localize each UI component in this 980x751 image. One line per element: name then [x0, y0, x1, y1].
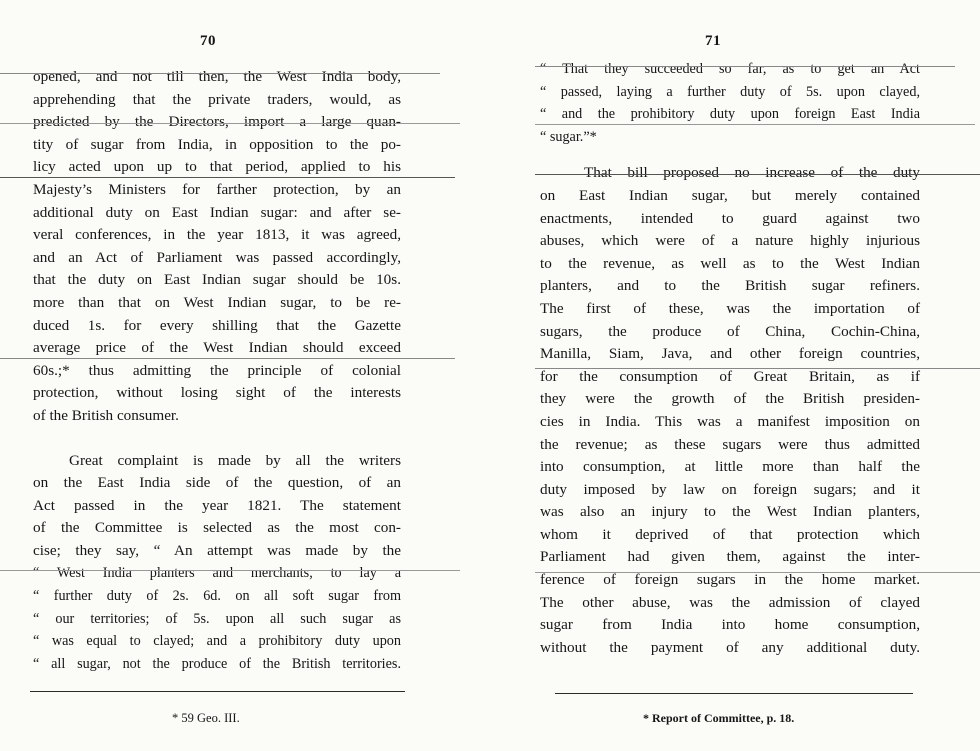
- text-line: veral conferences, in the year 1813, it was agreed,: [33, 226, 401, 244]
- text-line: Parliament had given them, against the inter-: [540, 548, 920, 566]
- text-line: ference of foreign sugars in the home market.: [540, 571, 920, 589]
- text-line: and an Act of Parliament was passed accordingly,: [33, 248, 401, 266]
- ruling-mark: [535, 174, 980, 175]
- footnote-rule: [555, 693, 913, 694]
- text-line: cise; they say, “ An attempt was made by the: [33, 541, 401, 559]
- ruling-mark: [535, 66, 955, 67]
- text-line: the revenue; as these sugars were thus admitted: [540, 435, 920, 453]
- text-line: protection, without losing sight of the interests: [33, 384, 401, 402]
- ruling-mark: [535, 124, 975, 125]
- page-number-right: 71: [705, 33, 721, 49]
- right-page-text: [540, 58, 920, 659]
- text-line: “ West India planters and merchants, to lay a: [33, 565, 401, 582]
- text-line: they were the growth of the British presiden-: [540, 390, 920, 408]
- text-line: Act passed in the year 1821. The statement: [33, 496, 401, 514]
- ruling-mark: [535, 368, 980, 369]
- text-line: duced 1s. for every shilling that the Gazette: [33, 316, 401, 334]
- text-line: more than that on West Indian sugar, to be re-: [33, 293, 401, 311]
- footnote-left: * 59 Geo. III.: [172, 711, 240, 725]
- text-line: of the British consumer.: [33, 406, 179, 424]
- text-line: 60s.;* thus admitting the principle of colonial: [33, 361, 401, 379]
- text-line: “ That they succeeded so far, as to get an Act: [540, 61, 920, 77]
- text-line: sugars, the produce of China, Cochin-China,: [540, 322, 920, 340]
- text-line: on the East India side of the question, of an: [33, 474, 401, 492]
- text-line: abuses, which were of a nature highly injurious: [540, 232, 920, 250]
- ruling-mark: [0, 358, 455, 359]
- text-line: tity of sugar from India, in opposition to the po-: [33, 135, 401, 153]
- left-page: [0, 0, 470, 751]
- footnote-rule: [30, 691, 405, 692]
- text-line: planters, and to the British sugar refiners.: [540, 277, 920, 295]
- text-line: “ all sugar, not the produce of the British territories.: [33, 655, 401, 672]
- text-line: cies in India. This was a manifest imposition on: [540, 412, 920, 430]
- text-line: opened, and not till then, the West India body,: [33, 68, 401, 85]
- text-line: without the payment of any additional duty.: [540, 638, 920, 656]
- ruling-mark: [0, 123, 460, 124]
- text-line: “ was equal to clayed; and a prohibitory duty upon: [33, 633, 401, 650]
- text-line: The first of these, was the importation of: [540, 299, 920, 317]
- text-line: sugar from India into home consumption,: [540, 616, 920, 634]
- text-line: duty imposed by law on foreign sugars; and it: [540, 480, 920, 498]
- text-line: predicted by the Directors, import a large quan-: [33, 113, 401, 131]
- text-line: “ and the prohibitory duty upon foreign East India: [540, 106, 920, 123]
- text-line: “ sugar.”*: [540, 128, 597, 145]
- text-line: to the revenue, as well as to the West Indian: [540, 254, 920, 272]
- text-line: Manilla, Siam, Java, and other foreign countries,: [540, 345, 920, 363]
- text-line: The other abuse, was the admission of clayed: [540, 593, 920, 611]
- text-line: was also an injury to the West Indian planters,: [540, 503, 920, 521]
- text-line: “ our territories; of 5s. upon all such sugar as: [33, 610, 401, 627]
- ruling-mark: [0, 177, 455, 178]
- ruling-mark: [0, 73, 440, 74]
- text-line: on East Indian sugar, but merely contained: [540, 186, 920, 204]
- text-line: “ passed, laying a further duty of 5s. upon clayed,: [540, 83, 920, 100]
- text-line: for the consumption of Great Britain, as if: [540, 367, 920, 385]
- text-line: of the Committee is selected as the most con-: [33, 519, 401, 537]
- footnote-right: * Report of Committee, p. 18.: [643, 711, 795, 725]
- text-line: licy acted upon up to that period, applied to his: [33, 158, 401, 176]
- right-page: [500, 0, 980, 751]
- left-page-text: [33, 66, 401, 675]
- ruling-mark: [0, 570, 460, 571]
- text-line: apprehending that the private traders, would, as: [33, 90, 401, 108]
- text-line: enactments, intended to guard against two: [540, 209, 920, 227]
- text-line: additional duty on East Indian sugar: and after se-: [33, 203, 401, 221]
- text-line: average price of the West Indian should exceed: [33, 339, 401, 357]
- text-line: into consumption, at little more than half the: [540, 458, 920, 476]
- text-line: that the duty on East Indian sugar should be 10s.: [33, 271, 401, 289]
- text-line: That bill proposed no increase of the duty: [584, 164, 920, 182]
- text-line: Majesty’s Ministers for farther protection, by an: [33, 180, 401, 198]
- text-line: “ further duty of 2s. 6d. on all soft sugar from: [33, 588, 401, 605]
- text-line: whom it deprived of that protection which: [540, 525, 920, 543]
- ruling-mark: [535, 572, 980, 573]
- page-number-left: 70: [200, 33, 216, 49]
- text-line: Great complaint is made by all the writers: [69, 451, 401, 469]
